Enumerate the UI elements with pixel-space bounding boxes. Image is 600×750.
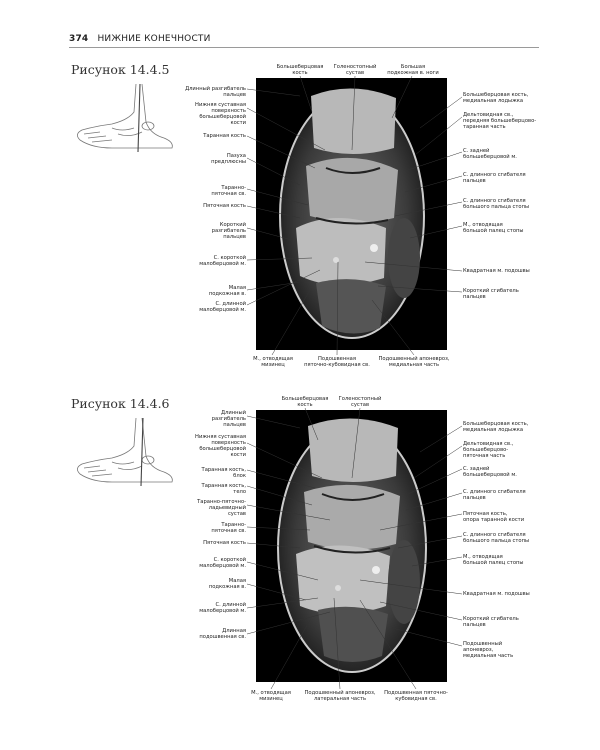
label-right: С. задней большеберцовой м.: [463, 466, 517, 478]
label-left: С. короткой малоберцовой м.: [199, 557, 246, 569]
label-right: Подошвенный апоневроз, медиальная часть: [463, 641, 514, 659]
label-great-saphenous-vein: Большая подкожная в. ноги: [387, 64, 439, 76]
mri-scan: [256, 78, 447, 350]
label-right: Квадратная м. подошвы: [463, 268, 530, 274]
label-right: Квадратная м. подошвы: [463, 591, 530, 597]
label-left: Нижняя суставная поверхность большеберцовой кости: [195, 102, 246, 126]
label-left: Таранная кость, блок: [201, 467, 246, 479]
label-left: Таранная кость, тело: [201, 483, 246, 495]
label-left: Таранно-пяточно- ладьевидный сустав: [197, 499, 246, 517]
label-right: Дельтовидная св., большеберцово- пяточная часть: [463, 441, 514, 459]
label-right: С. длинного сгибателя большого пальца стопы: [463, 198, 530, 210]
label-left: Длинная подошвенная св.: [199, 628, 246, 640]
header-rule: [69, 47, 539, 48]
label-right: С. длинного сгибателя пальцев: [463, 172, 526, 184]
label-right: М., отводящая большой палец стопы: [463, 222, 524, 234]
label-bottom: Подошвенная пяточно-кубовидная св.: [304, 356, 370, 368]
figure-title: Рисунок 14.4.5: [71, 62, 170, 77]
label-left: Малая подкожная в.: [208, 285, 246, 297]
label-left: С. короткой малоберцовой м.: [199, 255, 246, 267]
label-tibia: Большеберцовая кость: [276, 64, 324, 76]
foot-orientation-thumbnail: [72, 82, 182, 154]
label-left: Нижняя суставная поверхность большеберцовой кости: [195, 434, 246, 458]
label-bottom: Подошвенный апоневроз, медиальная часть: [378, 356, 450, 368]
mri-scan: [256, 410, 447, 682]
label-bottom: Подошвенный апоневроз, латеральная часть: [304, 690, 376, 702]
label-left: Короткий разгибатель пальцев: [211, 222, 246, 240]
label-right: Короткий сгибатель пальцев: [463, 616, 519, 628]
label-left: Длинный разгибатель пальцев: [211, 410, 246, 428]
label-bottom: Подошвенная пяточно- кубовидная св.: [384, 690, 448, 702]
foot-orientation-thumbnail: [72, 416, 182, 488]
label-right: С. длинного сгибателя большого пальца стопы: [463, 532, 530, 544]
label-left: Таранно- пяточная св.: [211, 522, 246, 534]
label-left: Длинный разгибатель пальцев: [185, 86, 246, 98]
label-left: С. длинной малоберцовой м.: [199, 602, 246, 614]
label-right: Большеберцовая кость, медиальная лодыжка: [463, 92, 529, 104]
label-ankle-joint: Голеностопный сустав: [338, 396, 382, 408]
label-left: Пяточная кость: [203, 540, 246, 546]
label-left: Пазуха предплюсны: [211, 153, 246, 165]
label-left: Малая подкожная в.: [208, 578, 246, 590]
figure-title: Рисунок 14.4.6: [71, 396, 170, 411]
label-bottom: М., отводящая мизинец: [253, 356, 293, 368]
label-left: С. длинной малоберцовой м.: [199, 301, 246, 313]
label-left: Таранно- пяточная св.: [211, 185, 246, 197]
page-number: 374: [69, 34, 89, 44]
label-right: С. длинного сгибателя пальцев: [463, 489, 526, 501]
label-right: Дельтовидная св., передняя большеберцово- таранная часть: [463, 112, 537, 130]
label-tibia: Большеберцовая кость: [281, 396, 329, 408]
label-right: М., отводящая большой палец стопы: [463, 554, 524, 566]
running-header: [69, 34, 211, 44]
label-bottom: М., отводящая мизинец: [251, 690, 291, 702]
label-left: Таранная кость: [203, 133, 246, 139]
label-right: С. задней большеберцовой м.: [463, 148, 517, 160]
label-ankle-joint: Голеностопный сустав: [333, 64, 377, 76]
label-right: Короткий сгибатель пальцев: [463, 288, 519, 300]
label-right: Большеберцовая кость, медиальная лодыжка: [463, 421, 529, 433]
label-right: Пяточная кость, опора таранной кости: [463, 511, 525, 523]
label-left: Пяточная кость: [203, 203, 246, 209]
section-title: НИЖНИЕ КОНЕЧНОСТИ: [97, 34, 211, 44]
